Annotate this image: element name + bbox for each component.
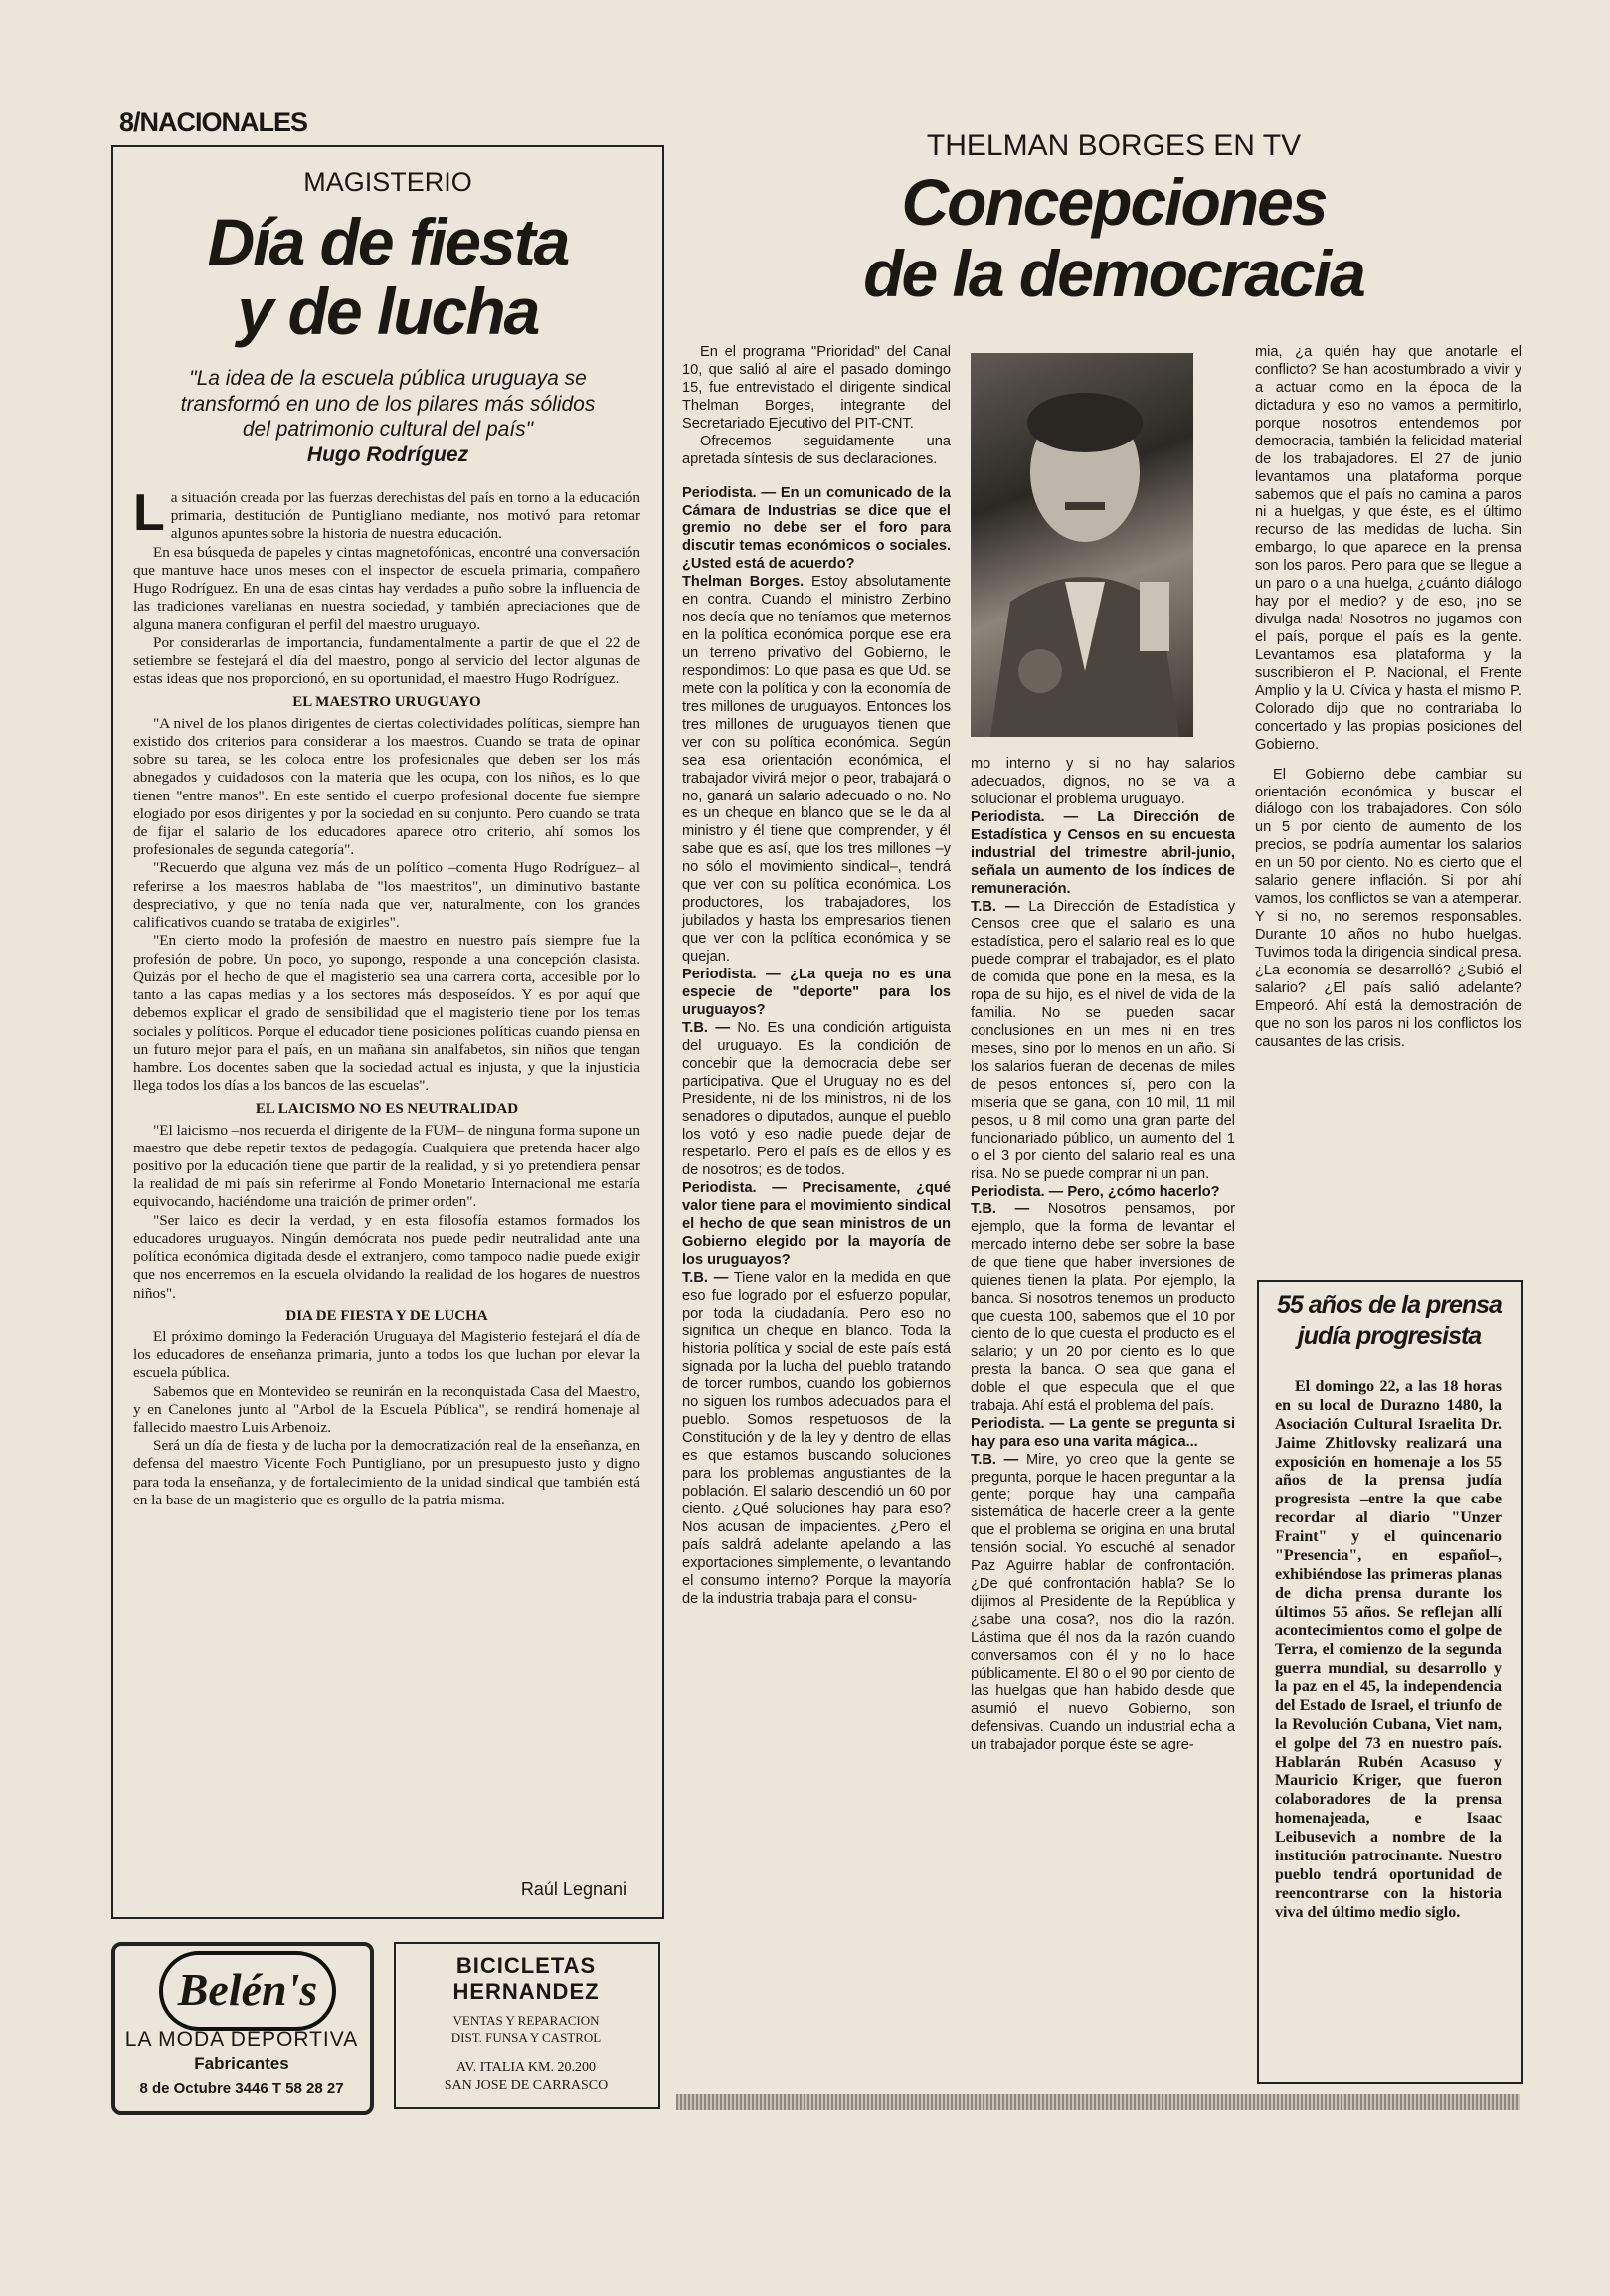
bici-line1: VENTAS Y REPARACION	[452, 2013, 600, 2028]
belens-line3: 8 de Octubre 3446 T 58 28 27	[139, 2080, 344, 2097]
interview-paragraph	[971, 1201, 1235, 1415]
left-kicker: MAGISTERIO	[303, 167, 472, 197]
left-subhead: EL MAESTRO URUGUAYO	[292, 693, 481, 710]
interview-paragraph	[682, 574, 951, 967]
right-col2	[971, 756, 1235, 1755]
left-paragraph: Por considerarlas de importancia, fundamentalmente a partir de que el 22 de setiembre se festejará el día del maestro, pongo al servicio del lector algunas de estas ideas que nos proporcionó, en su oportunidad, el maestro Hugo Rodríguez.	[133, 633, 640, 688]
interview-paragraph	[682, 344, 951, 434]
left-article-body	[133, 484, 640, 1509]
interview-text: La Dirección de Estadística y Censos cree que el salario es una estadística, pero el salario real es lo que puede comprar el trabajador, es el plato de comida que pone en la mesa, es la ropa de su hijo, es el nivel de vida de la familia. No se pueden sacar conclusiones en un mes ni en tres meses, sino por lo menos en un año. Si los salarios fueran de decenas de miles de pesos entonces sí, pero con la miseria que se gana, con 10 mil, 11 mil pesos, u 8 mil como una gran parte del funcionariado público, un aumento del 1 o el 3 por ciento del salario real es una risa. No se puede comprar ni un pan.	[971, 898, 1235, 1182]
interview-text: Mire, yo creo que la gente se pregunta, porque le hacen preguntar a la gente; porque hay una campaña sistemática de hacerle creer a la gente que el problema se origina en una brutal tensión social. Yo escuché al senador Paz Aguirre hablar de confrontación. ¿De qué confrontación habla? Se lo dijimos al Presidente de la República y ¿sabe una cosa?, nos dio la razón. Lástima que él nos da la razón cuando conversamos con él y no lo hace públicamente. El 80 o el 90 por ciento de las huelgas que han habido desde que asumió el nuevo Gobierno, son defensivas. Cuando un industrial echa a un trabajador porque éste se agre-	[971, 1451, 1236, 1753]
interview-question: Periodista. — En un comunicado de la Cámara de Industrias se dice que el gremio no debe ser el foro para discutir temas económicos o sociales. ¿Usted está de acuerdo?	[682, 484, 951, 573]
left-headline-line1: Día de fiesta	[207, 205, 569, 278]
sidebar-body	[1275, 1378, 1502, 1922]
left-deck-quote: "La idea de la escuela pública uruguaya se transformó en uno de los pilares más sólidos del patrimonio cultural del país"	[180, 367, 596, 442]
left-paragraph: "En cierto modo la profesión de maestro en nuestro país siempre fue la profesión de pobre. Un poco, yo supongo, responde a una concepción clasista. Quizás por el hecho de que el magisterio sea una carrera corta, accesible por lo tanto a las capas medias y a los sectores más desposeídos. Y es por aquí que debemos explicar el grado de sensibilidad que el magisterio tiene por los temas sociales y políticos. Porque el educador tiene posiciones políticas cuando piensa en un futuro mejor para el país, en un mañana sin analfabetos, sin niños que tengan hambre. Los docentes saben que la sociedad actual es injusta, y que la injusticia llega todos los días a los bancos de las escuelas".	[133, 932, 640, 1095]
interview-paragraph	[682, 967, 951, 1020]
left-paragraph: "El laicismo –nos recuerda el dirigente de la FUM– de ninguna forma supone un maestro que debe repetir textos de pedagogía. Cualquiera que pretenda hacer algo positivo por la educación tiene que partir de la realidad, y si yo pretendiera pensar la realidad de mi país sin referirme al Fondo Monetario Internacional me estaría equivocando, haciéndome una traición de primer orden".	[133, 1121, 640, 1211]
bici-line4: SAN JOSE DE CARRASCO	[444, 2078, 609, 2093]
interview-text: Nosotros pensamos, por ejemplo, que la forma de levantar el mercado interno debe ser sobre la base de que tiene que haber inversiones de quienes tienen la plata. Por ejemplo, la banca. Si nosotros tenemos un producto que cuesta 100, sabemos que el 10 por ciento de lo que cuesta el producto es el salario; y un 20 por ciento es lo que presta la banca. O sea que gana el doble el que especula que el que trabaja. Ahí está el problema del país.	[971, 1201, 1235, 1414]
interview-paragraph	[682, 1020, 951, 1180]
belens-logo: Belén's	[159, 1951, 336, 2031]
left-paragraph: "Recuerdo que alguna vez más de un político –comenta Hugo Rodríguez– al referirse a los maestros hablaba de "los maestritos", un diminutivo bastante despreciativo, y que no tenía nada que ver, naturalmente, con los grandes calificativos cuando se trataba de exigirles".	[133, 859, 640, 932]
left-subhead: EL LAICISMO NO ES NEUTRALIDAD	[255, 1100, 519, 1117]
interview-paragraph	[682, 1270, 951, 1609]
thelman-borges-photo	[971, 353, 1193, 737]
right-col3	[1255, 344, 1521, 1052]
belens-line1: LA MODA DEPORTIVA	[124, 2029, 359, 2051]
interview-paragraph	[682, 1180, 951, 1270]
interview-speaker: T.B. —	[971, 898, 1020, 915]
left-paragraph: Sabemos que en Montevideo se reunirán en la reconquistada Casa del Maestro, y en Canelones junto al "Arbol de la Escuela Pública", se rendirá homenaje al fallecido maestro Luis Arbenoiz.	[133, 1382, 640, 1437]
interview-paragraph	[682, 434, 951, 469]
interview-paragraph	[1255, 767, 1521, 1052]
interview-paragraph	[971, 1416, 1235, 1452]
left-paragraph: Será un día de fiesta y de lucha por la democratización real de la enseñanza, en defensa del maestro Vicente Foch Puntigliano, por un presupuesto justo y digno para toda la enseñanza, y de fortalecimiento de la unidad sindical que también está en la base de un magisterio que es orgullo de la patria misma.	[133, 1437, 640, 1508]
interview-question: Periodista. — La gente se pregunta si hay para eso una varita mágica...	[971, 1415, 1235, 1450]
sidebar-title-line1: 55 años de la prensa	[1277, 1291, 1502, 1319]
interview-paragraph	[971, 1452, 1235, 1755]
right-kicker: THELMAN BORGES EN TV	[926, 129, 1302, 162]
interview-speaker: Thelman Borges.	[682, 574, 805, 591]
interview-speaker: T.B. —	[682, 1269, 729, 1286]
right-headline-line1: Concepciones	[901, 165, 1327, 239]
interview-question: Periodista. — Pero, ¿cómo hacerlo?	[971, 1183, 1220, 1200]
left-paragraph: El próximo domingo la Federación Uruguaya del Magisterio festejará el día de los educadores de enseñanza primaria, junto a todos los que luchan por elevar la escuela pública.	[133, 1327, 640, 1382]
left-subhead: DIA DE FIESTA Y DE LUCHA	[285, 1307, 488, 1324]
interview-paragraph	[682, 485, 951, 575]
belens-line2: Fabricantes	[194, 2054, 289, 2073]
interview-text: Tiene valor en la medida en que eso fue logrado por el esfuerzo popular, por toda la ciudadanía. Pero eso no significa un cheque en blanco. Toda la historia política y social de este país está signada por la lucha del pueblo tratando de torcer rumbos, cuando los gobiernos no siguen los rumbos adecuados para el pueblo. Somos respetuosos de la Constitución y de la ley y dentro de ellas es que estamos buscando soluciones para los problemas angustiantes de la población. El salario descendió un 60 por ciento. ¿Qué soluciones hay para eso? Nos acusan de impacientes. ¿Pero el país saldrá adelante apelando a las exportaciones simplemente, o levantando el consumo interno? Porque la mayoría de la industria trabaja para el consu-	[682, 1269, 952, 1607]
right-headline-line2: de la democracia	[863, 237, 1364, 310]
sidebar-title-line2: judía progresista	[1297, 1323, 1482, 1350]
interview-speaker: T.B. —	[971, 1451, 1019, 1468]
section-label: 8/NACIONALES	[119, 107, 308, 137]
bici-line2: DIST. FUNSA Y CASTROL	[450, 2031, 602, 2045]
interview-paragraph	[1255, 344, 1521, 755]
interview-question: Periodista. — Precisamente, ¿qué valor tiene para el movimiento sindical el hecho de que sean ministros de un Gobierno elegido por la mayoría de los uruguayos?	[682, 1180, 951, 1268]
left-paragraph: a situación creada por las fuerzas derechistas del país en torno a la educación primaria, destitución de Puntigliano mediante, nos motivó para retomar algunos apuntes sobre la historia de nuestra educación.	[170, 489, 640, 543]
interview-question: Periodista. — ¿La queja no es una especie de "deporte" para los uruguayos?	[682, 966, 951, 1018]
bici-title1: BICICLETAS	[455, 1953, 597, 1978]
interview-text: mia, ¿a quién hay que anotarle el conflicto? Se han acostumbrado a vivir y a actuar como en la época de la dictadura y eso no vamos a permitirlo, porque nosotros entendemos por democracia, también la felicidad material de los trabajadores. El 27 de junio levantamos una plataforma porque sabemos que el país no camina a paros ni a huelgas, y que éste, es el último recurso de las medidas de lucha. Sin embargo, lo que aparece en la prensa son los paros. Pero para que se llegue a un paro o a una huelga, ¿cuánto diálogo hay por el medio? y de eso, ¡no se divulga nada! Nosotros no jugamos con el país, porque el país es la gente. Levantamos esa plataforma y la suscribieron el P. Nacional, el Frente Amplio y la U. Cívica y hasta el mismo P. Colorado dijo que no contrariaba lo concertado y las propias posiciones del Gobierno.	[1255, 344, 1521, 753]
left-paragraph: En esa búsqueda de papeles y cintas magnetofónicas, encontré una conversación que mantuve hace unos meses con el inspector de escuela primaria, compañero Hugo Rodríguez. En una de esas cintas hay verdades a puño sobre la influencia de las tradiciones varelianas en nuestra sociedad, y también apreciaciones que de alguna manera configuran el perfil del maestro uruguayo.	[133, 543, 640, 633]
interview-text: Ofrecemos seguidamente una apretada síntesis de sus declaraciones.	[682, 433, 951, 467]
interview-paragraph	[971, 1184, 1235, 1202]
left-paragraph: "A nivel de los planos dirigentes de ciertas colectividades políticas, siempre han existido dos criterios para considerar a los maestros. Cuando se trata de opinar sobre su tarea, se les coloca entre los profesionales que deben ser los más abnegados y cuidadosos con la materia que les ocupa, con los niños, es lo que tienen "entre manos". En este sentido el cuerpo profesional docente fue siempre elogiado por esos dirigentes y por la sociedad en su conjunto. Pero cuando se trata de fijar el salario de los educadores aparece otro criterio, ahí somos los profesionales de segunda categoría".	[133, 714, 640, 859]
left-headline-line2: y de lucha	[237, 274, 539, 348]
interview-text: Estoy absolutamente en contra. Cuando el ministro Zerbino nos decía que no teníamos que meternos en la política económica porque ese era un terreno privativo del Gobierno, le respondimos: Lo que pasa es que Ud. se mete con la política y con la economía de tres millones de uruguayos. Entonces los tres millones de uruguayos tienen que ver con su política económica. Según sea esa orientación económica, el trabajador vivirá mejor o peor, trabajará o no, ganará un salario adecuado o no. No es un cheque en blanco que se le da al ministro y él tiene que comprender, y él sabe que es así, que los tres millones –y no sólo el movimiento sindical–, tendrá que ver con su política económica. Los productores, los trabajadores, los jubilados y hasta los empresarios tienen que ver con la política económica y se quejan.	[682, 574, 952, 965]
portrait-icon	[971, 353, 1193, 737]
left-deck-author: Hugo Rodríguez	[306, 443, 469, 466]
interview-text: No. Es una condición artiguista del uruguayo. Es la condición de concebir que la democracia debe ser participativa. Que el Uruguay no es del Presidente, ni de los ministros, ni de los senadores o diputados, aunque el pueblo los votó y eso nadie puede dejar de respetarlo. Pero el país es de ellos y es de nosotros; es de todos.	[682, 1019, 951, 1179]
drop-cap: L	[133, 484, 165, 542]
interview-speaker: T.B. —	[682, 1019, 730, 1036]
interview-text: El Gobierno debe cambiar su orientación económica y buscar el diálogo con los trabajadores. Con sólo un 5 por ciento de aumento de los precios, se podría aumentar los salarios en un 50 por ciento. No es cierto que el salario genere inflación. Si por ahí vamos, los conflictos se van a atemperar. Y si no, no seremos responsables. Durante 10 años no hubo huelgas. Tuvimos toda la dirigencia sindical presa. ¿La economía se desarrolló? ¿Subió el salario? ¿El país salió adelante? Empeoró. Ahí está la demostración de que no son los paros ni los conflictos los causantes de las crisis.	[1255, 766, 1521, 1050]
bici-line3: AV. ITALIA KM. 20.200	[456, 2060, 596, 2075]
left-author: Raúl Legnani	[520, 1879, 626, 1899]
bottom-rule	[676, 2094, 1520, 2110]
right-col1	[682, 344, 951, 1609]
interview-speaker: T.B. —	[971, 1201, 1030, 1218]
interview-question: Periodista. — La Dirección de Estadística y Censos en su encuesta industrial del trimestre abril-junio, señala un aumento de los índices de remuneración.	[971, 808, 1235, 897]
interview-paragraph	[971, 809, 1235, 899]
interview-text: mo interno y si no hay salarios adecuados, dignos, no se va a solucionar el problema uruguayo.	[971, 756, 1235, 807]
interview-paragraph	[971, 899, 1235, 1184]
bici-title2: HERNANDEZ	[452, 1979, 600, 2004]
left-paragraph: "Ser laico es decir la verdad, y en esta filosofía estamos formados los educadores uruguayos. Ningún demócrata nos puede pedir neutralidad ante una política económica digitada desde el extranjero, como tampoco nadie puede exigir que nos encerremos en la escuela olvidando la realidad de los hogares de nuestros niños".	[133, 1211, 640, 1302]
sidebar-paragraph: El domingo 22, a las 18 horas en su local de Durazno 1480, la Asociación Cultural Israelita Dr. Jaime Zhitlovsky realizará una exposición en homenaje a los 55 años de la prensa judía progresista –entre la que cabe recordar al diario "Unzer Fraint" y el quincenario "Presencia", en español–, exhibiéndose las primeras planas de dicha prensa durante los últimos 55 años. Se reflejan allí acontecimientos como el golpe de Terra, el comienzo de la segunda guerra mundial, su desarrollo y la paz en el 45, la independencia del Estado de Israel, el triunfo de la Revolución Cubana, Viet nam, el golpe del 73 en nuestro país. Hablarán Rubén Acasuso y Mauricio Kriger, que fueron colaboradores de la prensa homenajeada, e Isaac Leibusevich a nombre de la institución patrocinante. Nuestro pueblo tendrá oportunidad de reencontrarse con la historia viva del último medio siglo.	[1275, 1378, 1502, 1921]
interview-text: En el programa "Prioridad" del Canal 10, que salió al aire el pasado domingo 15, fue entrevistado el dirigente sindical Thelman Borges, integrante del Secretariado Ejecutivo del PIT-CNT.	[682, 344, 951, 432]
interview-paragraph	[971, 756, 1235, 809]
